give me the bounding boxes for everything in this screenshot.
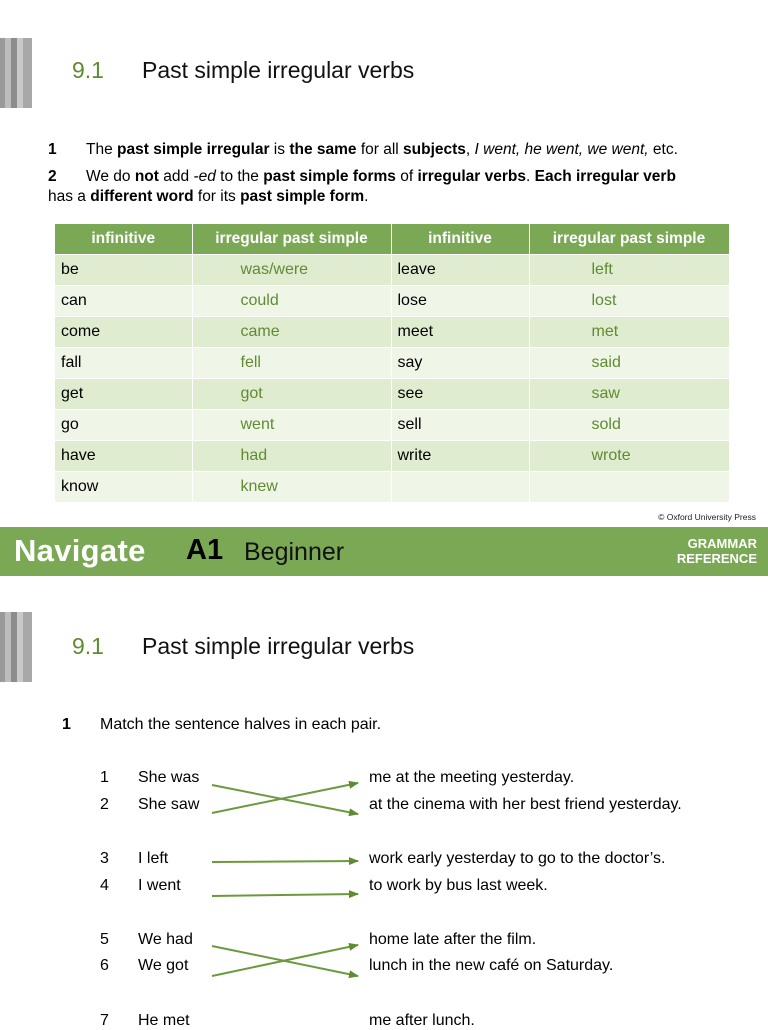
sentence-end: me at the meeting yesterday. — [369, 769, 575, 786]
past-simple-cell: left — [529, 255, 729, 286]
item-number: 1 — [100, 769, 109, 786]
sentence-end: home late after the film. — [369, 931, 537, 948]
brand-logo: Navigate — [14, 533, 146, 568]
past-simple-cell: saw — [529, 379, 729, 410]
infinitive-cell: come — [55, 317, 192, 348]
sentence-end: me after lunch. — [369, 1012, 475, 1029]
match-line — [212, 894, 358, 896]
column-header: infinitive — [55, 224, 192, 255]
level-name: Beginner — [244, 538, 345, 566]
past-simple-cell: went — [192, 410, 391, 441]
infinitive-cell: meet — [391, 317, 529, 348]
past-simple-cell: had — [192, 441, 391, 472]
column-header: irregular past simple — [192, 224, 391, 255]
past-simple-cell: got — [192, 379, 391, 410]
past-simple-cell: could — [192, 286, 391, 317]
section-number: 9.1 — [72, 57, 104, 83]
sentence-end: to work by bus last week. — [369, 877, 548, 894]
infinitive-cell: get — [55, 379, 192, 410]
match-line — [212, 783, 358, 813]
item-number: 6 — [100, 957, 109, 974]
infinitive-cell: see — [391, 379, 529, 410]
rule-number: 1 — [48, 141, 57, 158]
sentence-start: I went — [138, 877, 181, 894]
section-title: Past simple irregular verbs — [142, 633, 415, 659]
section-title: Past simple irregular verbs — [142, 57, 415, 83]
rule-2: 2 We do not add -ed to the past simple forms of irregular verbs. Each irregular verb has a different word for its past simple form. — [48, 168, 676, 205]
exercise-number: 1 — [62, 716, 71, 733]
level-code: A1 — [186, 534, 224, 566]
infinitive-cell: say — [391, 348, 529, 379]
infinitive-cell: can — [55, 286, 192, 317]
infinitive-cell: write — [391, 441, 529, 472]
match-line — [212, 785, 358, 814]
sentence-start: We had — [138, 931, 193, 948]
past-simple-cell: said — [529, 348, 729, 379]
past-simple-cell: sold — [529, 410, 729, 441]
rule-1: 1 The past simple irregular is the same for all subjects, I went, he went, we went, etc. — [48, 141, 678, 158]
sentence-start: She was — [138, 769, 200, 786]
item-number: 5 — [100, 931, 109, 948]
exercise-instruction: Match the sentence halves in each pair. — [100, 716, 382, 733]
infinitive-cell: lose — [391, 286, 529, 317]
column-header: irregular past simple — [529, 224, 729, 255]
past-simple-cell: fell — [192, 348, 391, 379]
infinitive-cell: leave — [391, 255, 529, 286]
sentence-start: He met — [138, 1012, 190, 1029]
infinitive-cell: be — [55, 255, 192, 286]
item-number: 2 — [100, 796, 109, 813]
section-number: 9.1 — [72, 633, 104, 659]
sentence-start: I left — [138, 850, 169, 867]
sentence-end: lunch in the new café on Saturday. — [369, 957, 614, 974]
infinitive-cell: have — [55, 441, 192, 472]
past-simple-cell: wrote — [529, 441, 729, 472]
rule-number: 2 — [48, 168, 57, 185]
grammar-reference-label: GRAMMAR REFERENCE — [676, 536, 757, 566]
past-simple-cell: met — [529, 317, 729, 348]
item-number: 7 — [100, 1012, 109, 1029]
sentence-end: at the cinema with her best friend yesterday. — [369, 796, 682, 813]
match-line — [212, 861, 358, 862]
infinitive-cell: fall — [55, 348, 192, 379]
infinitive-cell: go — [55, 410, 192, 441]
past-simple-cell: came — [192, 317, 391, 348]
column-header: infinitive — [391, 224, 529, 255]
item-number: 3 — [100, 850, 109, 867]
sentence-start: We got — [138, 957, 189, 974]
sentence-end: work early yesterday to go to the doctor’s. — [369, 850, 666, 867]
sentence-start: She saw — [138, 796, 200, 813]
past-simple-cell: was/were — [192, 255, 391, 286]
infinitive-cell: sell — [391, 410, 529, 441]
item-number: 4 — [100, 877, 109, 894]
past-simple-cell: lost — [529, 286, 729, 317]
infinitive-cell: know — [55, 472, 192, 503]
past-simple-cell: knew — [192, 472, 391, 503]
copyright-notice: © Oxford University Press — [658, 512, 756, 522]
